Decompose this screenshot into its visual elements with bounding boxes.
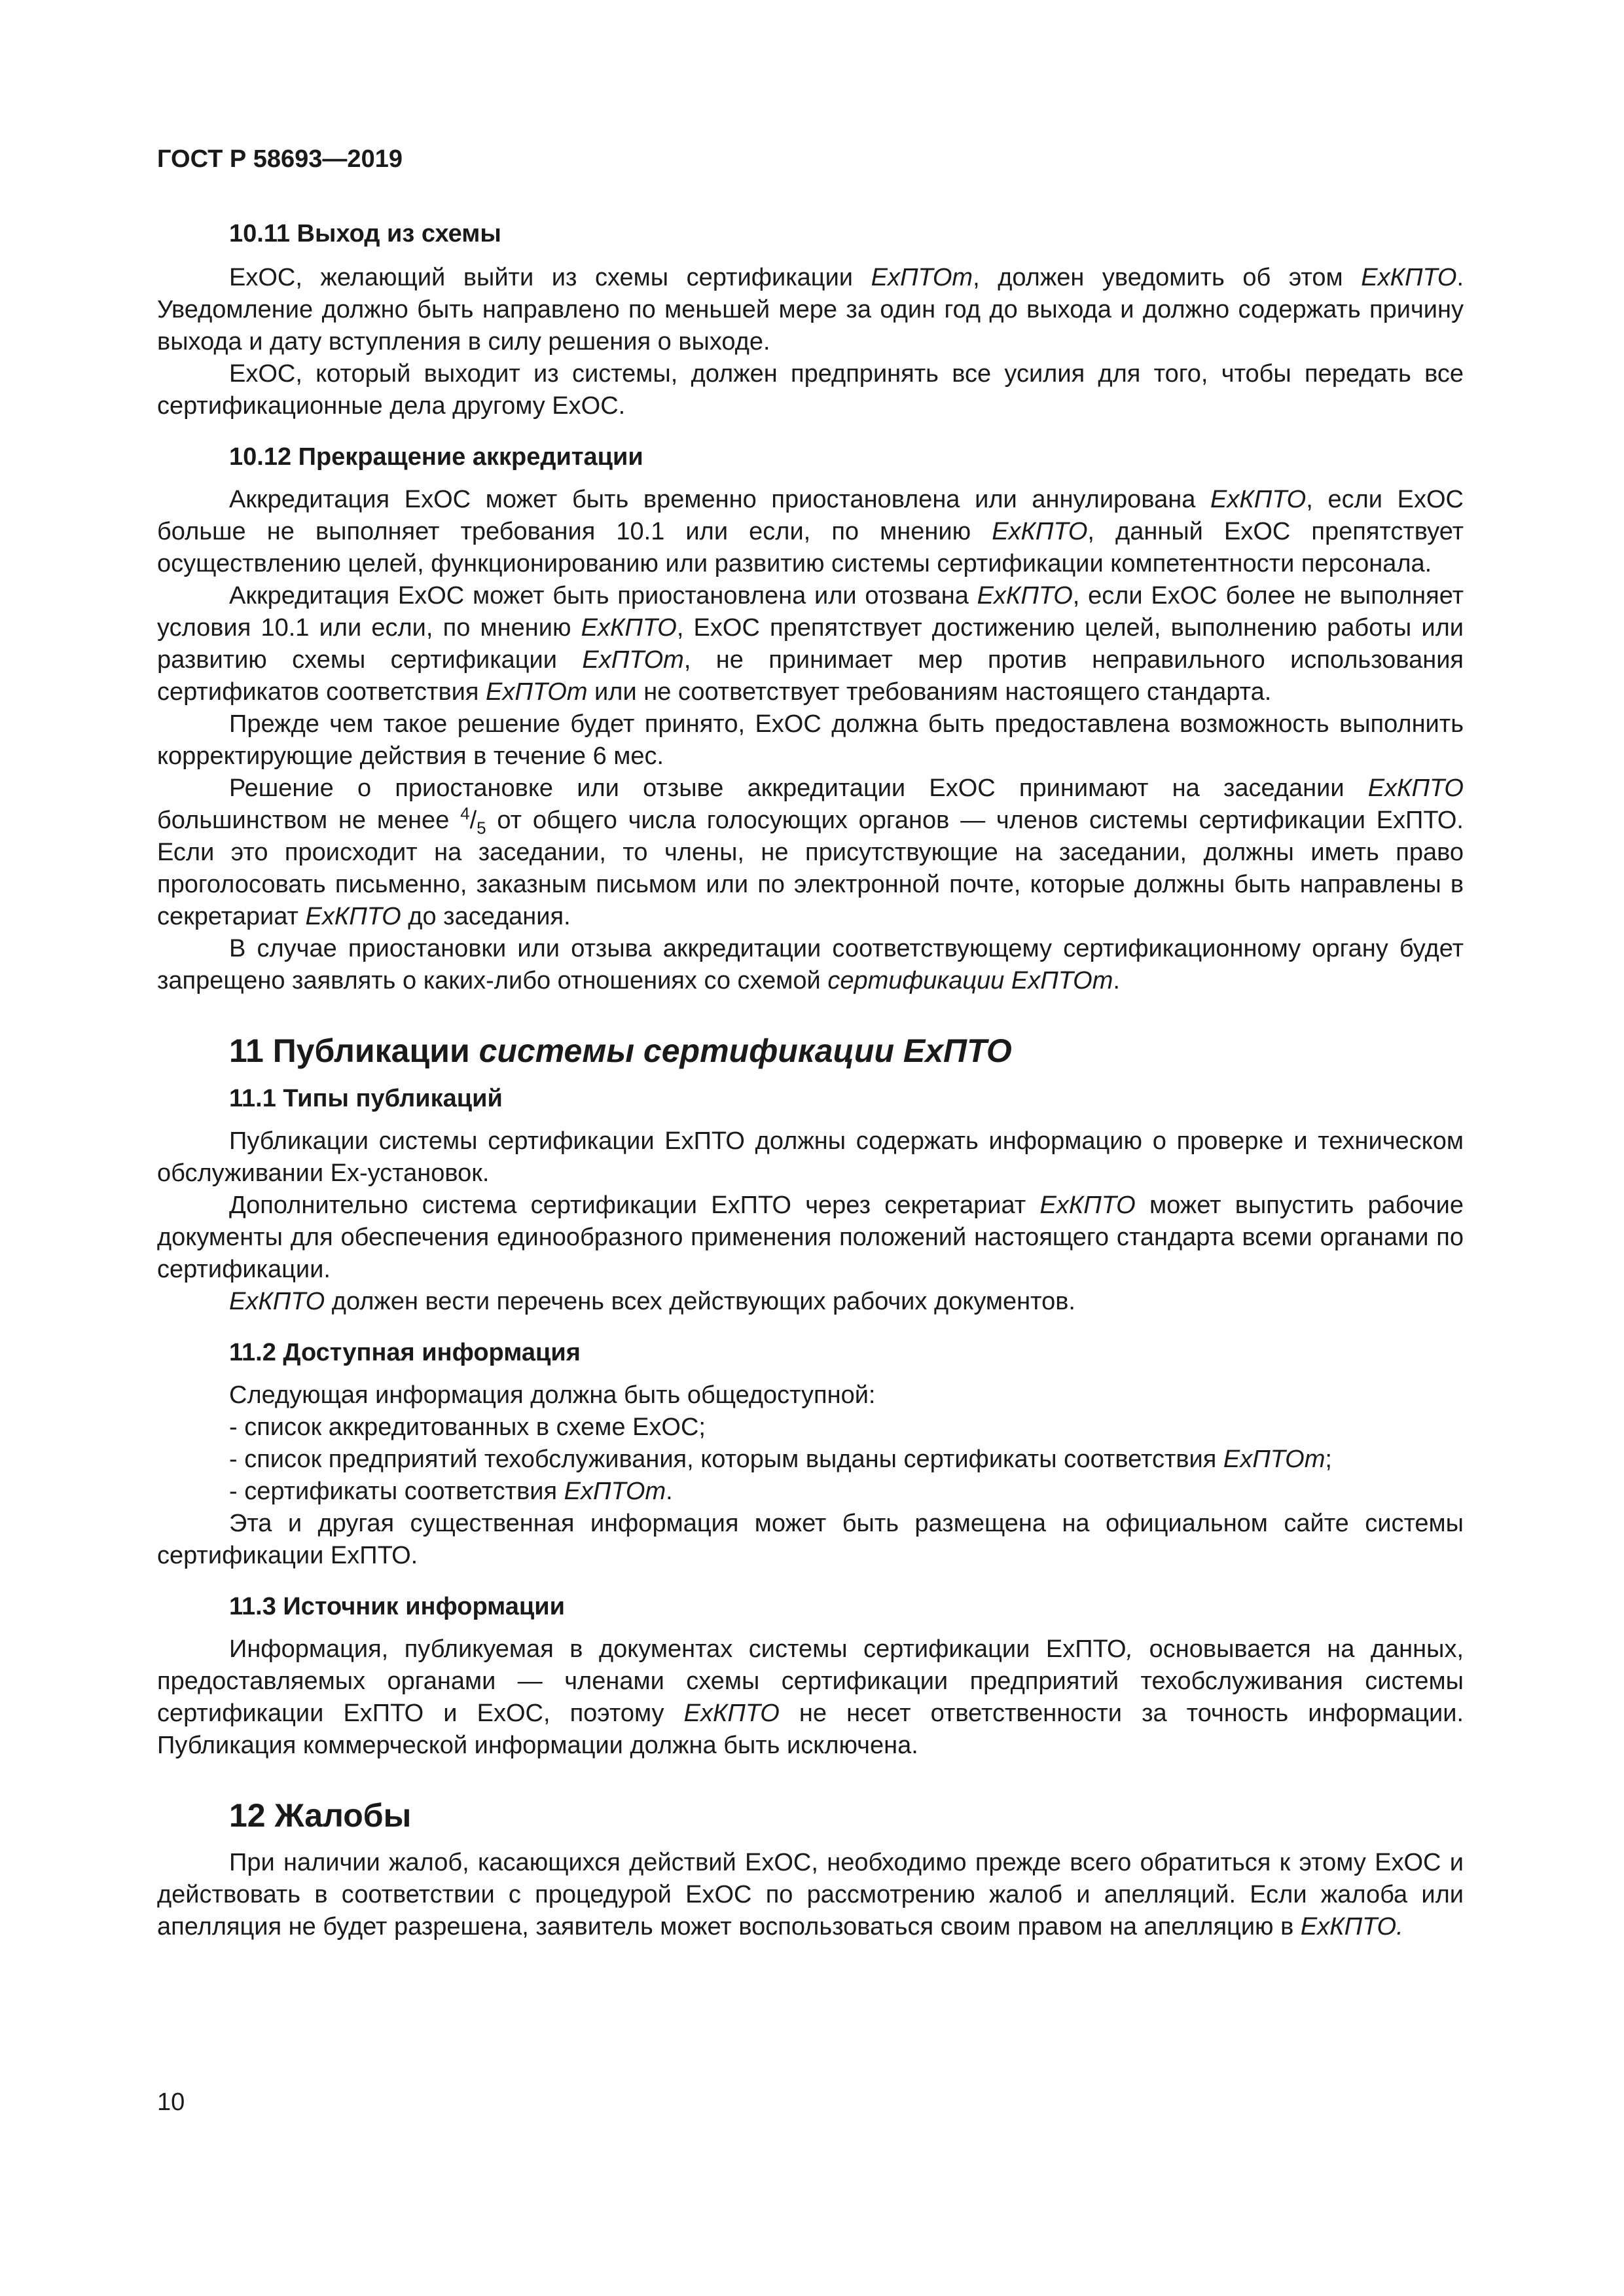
paragraph: Дополнительно система сертификации ExПТО через секретариат ExКПТО может выпустить рабочие документы для обеспечения единообразного применения положений настоящего стандарта всеми органами по сертификации. [157,1192,1464,1283]
paragraph: ExOC, который выходит из системы, должен предпринять все усилия для того, чтобы передать все сертификационные дела другому ExOC. [157,360,1464,420]
section-10-11-heading: 10.11 Выход из схемы [229,220,501,247]
paragraph: В случае приостановки или отзыва аккредитации соответствующему сертификационному органу будет запрещено заявлять о каких-либо отношениях со схемой сертификации ExПТОт. [157,935,1464,994]
paragraph: Информация, публикуемая в документах системы сертификации ExПТО, основывается на данных, предоставляемых органами — членами схемы сертификации предприятий техобслуживания системы сертификации ExПТО и ExOC, поэтому ExКПТО не несет ответственности за точность информации. Публикация коммерческой информации должна быть исключена. [157,1635,1464,1759]
section-11-2-heading: 11.2 Доступная информация [229,1339,581,1366]
list-item: - сертификаты соответствия ExПТОт. [229,1478,673,1505]
section-11-3-heading: 11.3 Источник информации [229,1593,565,1620]
paragraph: Прежде чем такое решение будет принято, ExOC должна быть предоставлена возможность выполнить корректирующие действия в течение 6 мес. [157,710,1464,770]
list-item: - список предприятий техобслуживания, которым выданы сертификаты соответствия ExПТОт; [229,1446,1332,1473]
paragraph: Публикации системы сертификации ExПТО должны содержать информацию о проверке и техническом обслуживании Ex-установок. [157,1127,1464,1187]
paragraph: Эта и другая существенная информация может быть размещена на официальном сайте системы сертификации ExПТО. [157,1510,1464,1569]
paragraph: Аккредитация ExOC может быть приостановлена или отозвана ExКПТО, если ExOC более не выполняет условия 10.1 или если, по мнению ExКПТО, ExOC препятствует достижению целей, выполнению работы или развитию схемы сертификации ExПТОт, не принимает мер против неправильного использования сертификатов соответствия ExПТОт или не соответствует требованиям настоящего стандарта. [157,582,1464,706]
section-11-heading: 11 Публикации системы сертификации ExПТО [229,1032,1012,1069]
paragraph: Следующая информация должна быть общедоступной: [229,1381,876,1409]
document-code: ГОСТ Р 58693—2019 [157,145,403,173]
paragraph: ExКПТО должен вести перечень всех действующих рабочих документов. [229,1288,1075,1315]
section-12-heading: 12 Жалобы [229,1797,412,1834]
list-item: - список аккредитованных в схеме ExOC; [229,1413,706,1441]
paragraph: При наличии жалоб, касающихся действий ExOC, необходимо прежде всего обратиться к этому ExOC и действовать в соответствии с процедурой ExOC по рассмотрению жалоб и апелляций. Если жалоба или апелляция не будет разрешена, заявитель может воспользоваться своим правом на апелляцию в ExКПТО. [157,1849,1464,1941]
section-11-1-heading: 11.1 Типы публикаций [229,1085,503,1112]
paragraph: Аккредитация ExOC может быть временно приостановлена или аннулирована ExКПТО, если ExOC больше не выполняет требования 10.1 или если, по мнению ExКПТО, данный ExOC препятствует осуществлению целей, функционированию или развитию системы сертификации компетентности персонала. [157,486,1464,577]
section-10-12-heading: 10.12 Прекращение аккредитации [229,443,643,471]
page-content [157,217,1464,1943]
page-number: 10 [157,2088,185,2116]
paragraph: ExOC, желающий выйти из схемы сертификации ExПТОт, должен уведомить об этом ExКПТО. Уведомление должно быть направлено по меньшей мере за один год до выхода и должно содержать причину выхода и дату вступления в силу решения о выходе. [157,264,1464,355]
paragraph: Решение о приостановке или отзыве аккредитации ExOC принимают на заседании ExКПТО большинством не менее $^4/_5$ от общего числа голосующих органов — членов системы сертификации ExПТО. Если это происходит на заседании, то члены, не присутствующие на заседании, должны иметь право проголосовать письменно, заказным письмом или по электронной почте, которые должны быть направлены в секретариат ExКПТО до заседания. [157,774,1464,930]
